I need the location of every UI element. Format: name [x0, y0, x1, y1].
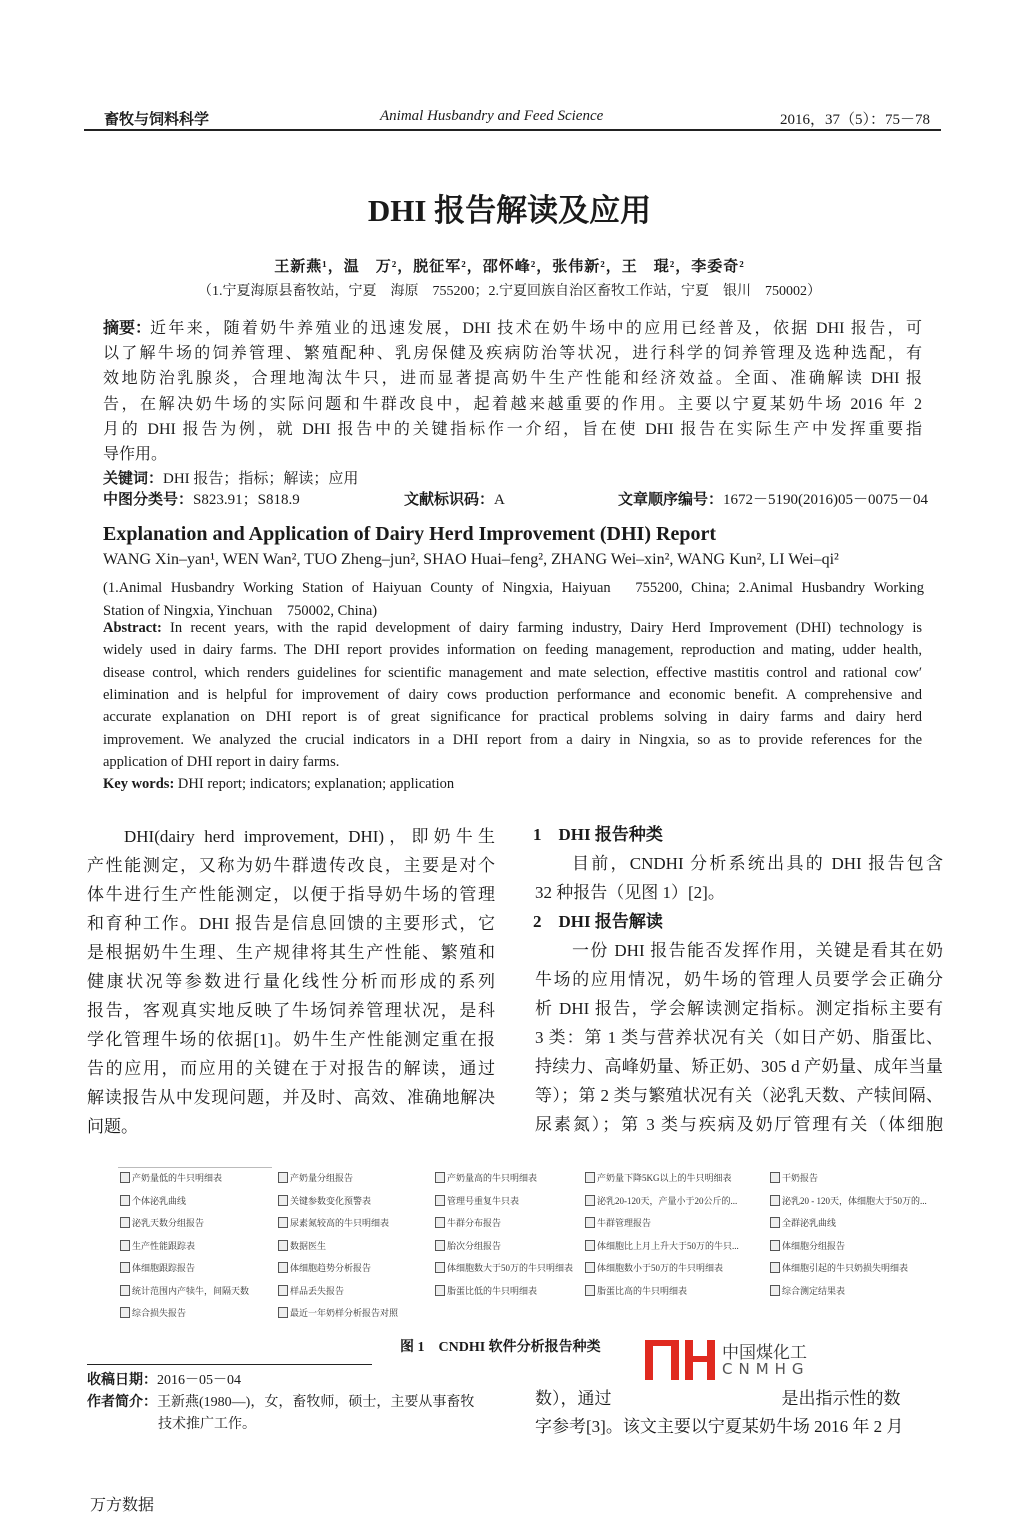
report-type-label: 牛群分布报告 [447, 1218, 502, 1228]
body-right-line: 等）；第 2 类与繁殖状况有关（泌乳天数、产犊间隔、 [535, 1086, 943, 1105]
abstract-cn-line: 近年来，随着奶牛养殖业的迅速发展，DHI 技术在奶牛场中的应用已经普及，依据 DHI 报告，可 [150, 320, 922, 337]
report-file-icon [585, 1172, 595, 1183]
report-file-icon [278, 1285, 288, 1296]
report-type-item[interactable] [278, 1306, 398, 1319]
report-type-label: 个体泌乳曲线 [132, 1195, 187, 1206]
doc-code-value: A [494, 492, 505, 508]
affiliation-cn: （1.宁夏海原县畜牧站，宁夏 海原 755200；2.宁夏回族自治区畜牧工作站，宁夏 银川 750002） [198, 284, 821, 299]
author-bio-line-2: 技术推广工作。 [158, 1417, 256, 1432]
report-file-icon [120, 1307, 130, 1318]
report-file-icon [770, 1217, 780, 1228]
english-affiliation-line: (1.Animal Husbandry Working Station of Haiyuan County of Ningxia, Haiyuan 755200, China; 2.Animal Husbandry Working [103, 580, 924, 596]
report-type-item[interactable] [120, 1216, 204, 1229]
body-left-line: 体牛进行生产性能测定，以便于指导奶牛场的管理 [87, 885, 495, 904]
doc-code-label: 文献标识码： [404, 492, 495, 508]
report-file-icon [770, 1262, 780, 1273]
report-type-label: 样品丢失报告 [290, 1285, 345, 1296]
page-title: DHI 报告解读及应用 [367, 193, 652, 228]
report-file-icon [435, 1172, 445, 1183]
report-type-label: 体细胞数小于50万的牛只明细表 [597, 1263, 724, 1273]
report-type-label: 管理号重复牛只表 [447, 1195, 520, 1206]
clc-label: 中图分类号： [103, 492, 194, 508]
report-type-item[interactable] [120, 1284, 249, 1297]
article-number-value: 1672－5190(2016)05－0075－04 [723, 492, 929, 508]
english-abstract-line: accurate explanation on DHI report is of great significance for practical problems solving in dairy farms and dairy herd [103, 709, 922, 726]
report-type-label: 脂蛋比低的牛只明细表 [447, 1285, 538, 1296]
report-type-label: 全群泌乳曲线 [782, 1218, 837, 1228]
english-abstract-line: In recent years, with the rapid development of dairy farming industry, Dairy Herd Improvement (DHI) technology is [170, 620, 922, 636]
report-type-label: 泌乳20 - 120天，体细胞大于50万的... [782, 1195, 927, 1206]
report-type-item[interactable] [585, 1284, 687, 1297]
report-type-item[interactable] [585, 1216, 651, 1229]
keywords-cn [103, 467, 358, 488]
journal-name-cn: 畜牧与饲料科学 [104, 112, 210, 128]
report-type-label: 数据医生 [290, 1240, 327, 1251]
report-file-icon [120, 1217, 130, 1228]
abstract-label: 摘要： [103, 320, 152, 337]
report-type-item[interactable] [770, 1284, 845, 1297]
footnote-rule [87, 1364, 372, 1365]
report-type-label: 产奶量分组报告 [290, 1173, 354, 1183]
doc-code [404, 488, 505, 509]
report-type-label: 统计范围内产犊牛，间隔天数 [132, 1285, 250, 1296]
author-bio [87, 1391, 474, 1411]
body-left-line: 和育种工作。DHI 报告是信息回馈的主要形式，它 [87, 914, 495, 933]
body-left-line: 健康状况等参数进行量化线性分析而形成的系列 [87, 972, 495, 991]
report-type-label: 产奶量高的牛只明细表 [447, 1173, 538, 1183]
watermark-logo [645, 1340, 715, 1380]
report-type-item[interactable] [770, 1194, 927, 1207]
report-type-item[interactable] [770, 1239, 845, 1252]
report-type-label: 泌乳天数分组报告 [132, 1218, 205, 1228]
report-type-label: 体细胞引起的牛只奶损失明细表 [782, 1263, 909, 1273]
report-file-icon [585, 1285, 595, 1296]
received-date [87, 1369, 241, 1389]
received-label: 收稿日期： [87, 1373, 157, 1388]
report-type-item[interactable] [120, 1261, 195, 1274]
report-type-label: 牛群管理报告 [597, 1218, 652, 1228]
article-number [618, 488, 928, 509]
report-type-label: 产奶量低的牛只明细表 [132, 1173, 223, 1183]
report-type-label: 综合测定结果表 [782, 1285, 846, 1296]
watermark-text-en: CNMHG [722, 1360, 810, 1378]
section-heading-1: 1 DHI 报告种类 [533, 825, 663, 844]
author-bio-label: 作者简介： [87, 1395, 157, 1410]
body-left-line: DHI(dairy herd improvement, DHI)，即奶牛生 [124, 827, 495, 846]
article-number-label: 文章顺序编号： [618, 492, 724, 508]
issue-info: 2016，37（5）：75－78 [780, 112, 931, 128]
header-rule [84, 129, 941, 131]
report-file-icon [120, 1172, 130, 1183]
english-keywords-value: DHI report; indicators; explanation; application [177, 776, 455, 792]
english-affiliation-line: Station of Ningxia, Yinchuan 750002, China) [103, 602, 378, 619]
report-file-icon [770, 1195, 780, 1206]
body-right-line: 一份 DHI 报告能否发挥作用，关键是看其在奶 [572, 941, 943, 960]
report-type-label: 综合损失报告 [132, 1308, 187, 1318]
body-left-line: 是根据奶牛生理、生产规律将其生产性能、繁殖和 [87, 943, 495, 962]
report-type-item[interactable] [435, 1284, 537, 1297]
report-type-item[interactable] [435, 1194, 519, 1207]
report-file-icon [120, 1195, 130, 1206]
report-type-label: 生产性能跟踪表 [132, 1240, 196, 1251]
report-type-label: 体细胞跟踪报告 [132, 1263, 196, 1273]
report-type-label: 体细胞数大于50万的牛只明细表 [447, 1263, 574, 1273]
report-type-item[interactable] [278, 1239, 326, 1252]
body-right-line: 3 类：第 1 类与营养状况有关（如日产奶、脂蛋比、 [535, 1028, 943, 1047]
report-file-icon [278, 1262, 288, 1273]
report-file-icon [278, 1307, 288, 1318]
report-type-item[interactable] [120, 1171, 222, 1184]
report-file-icon [585, 1195, 595, 1206]
report-file-icon [770, 1240, 780, 1251]
report-type-item[interactable] [435, 1216, 501, 1229]
body-right-line: 持续力、高峰奶量、矫正奶、305 d 产奶量、成年当量 [535, 1057, 943, 1076]
body-right-line: 尿素氮）；第 3 类与疾病及奶厅管理有关（体细胞 [535, 1115, 943, 1134]
report-type-item[interactable] [585, 1194, 737, 1207]
report-type-item[interactable] [585, 1171, 732, 1184]
report-type-label: 体细胞比上月上升大于50万的牛只... [597, 1240, 739, 1251]
report-type-label: 泌乳20-120天，产量小于20公斤的... [597, 1195, 738, 1206]
report-file-icon [585, 1240, 595, 1251]
report-type-label: 胎次分组报告 [447, 1240, 502, 1251]
report-file-icon [770, 1285, 780, 1296]
clc-value: S823.91；S818.9 [193, 492, 300, 508]
english-abstract-label: Abstract: [103, 620, 162, 636]
report-file-icon [770, 1172, 780, 1183]
report-file-icon [278, 1217, 288, 1228]
watermark-text-cn: 中国煤化工 [722, 1343, 807, 1363]
report-type-item[interactable] [278, 1171, 353, 1184]
report-file-icon [435, 1262, 445, 1273]
english-abstract-line: elimination and is helpful for improvement of dairy cows production performance and economic benefit. A comprehensive and [103, 686, 922, 703]
report-type-item[interactable] [435, 1239, 501, 1252]
body-left-line: 报告，客观真实地反映了牛场饲养管理状况，是科 [87, 1001, 495, 1020]
report-file-icon [435, 1285, 445, 1296]
author-bio-line-1: 王新燕(1980—)，女，畜牧师，硕士，主要从事畜牧 [157, 1395, 475, 1410]
section-heading-2: 2 DHI 报告解读 [533, 912, 663, 931]
english-abstract-line: widely used in dairy farms. The DHI report provides information on feeding management, reproduction and mating, udder health, [103, 642, 922, 659]
source-watermark: 万方数据 [90, 1495, 155, 1514]
report-file-icon [435, 1195, 445, 1206]
abstract-cn-line: 效地防治乳腺炎，合理地淘汰牛只，进而显著提高奶牛生产性能和经济效益。全面、准确解读 DHI 报 [103, 370, 922, 388]
body-left-line: 学化管理牛场的依据[1]。奶牛生产性能测定重在报 [87, 1030, 495, 1049]
abstract-cn-line: 以了解牛场的饲养管理、繁殖配种、乳房保健及疾病防治等状况，进行科学的饲养管理及选种选配，有 [103, 345, 922, 363]
report-type-label: 干奶报告 [782, 1173, 819, 1183]
report-file-icon [278, 1172, 288, 1183]
body-right-line: 目前，CNDHI 分析系统出具的 DHI 报告包含 [572, 854, 943, 873]
report-type-label: 尿素氮较高的牛只明细表 [290, 1218, 390, 1228]
abstract-cn-line: 导作用。 [103, 446, 168, 463]
report-type-item[interactable] [585, 1261, 723, 1274]
report-type-item[interactable] [120, 1306, 186, 1319]
report-file-icon [278, 1240, 288, 1251]
body-left-line: 解读报告从中发现问题，并及时、高效、准确地解决 [87, 1088, 495, 1107]
keywords-label: 关键词： [103, 471, 164, 487]
keywords-value: DHI 报告；指标；解读；应用 [163, 471, 359, 487]
body-right-line: 析 DHI 报告，学会解读测定指标。测定指标主要有 [535, 999, 943, 1018]
report-type-item[interactable] [278, 1194, 371, 1207]
clc-number [103, 488, 300, 509]
report-type-item[interactable] [770, 1261, 908, 1274]
journal-name-en: Animal Husbandry and Feed Science [380, 108, 604, 124]
authors-cn: 王新燕¹，温 万²，脱征军²，邵怀峰²，张伟新²，王 琨²，李委奇² [274, 259, 745, 275]
report-file-icon [435, 1240, 445, 1251]
report-file-icon [435, 1217, 445, 1228]
body-right-bottom-line-2: 字参考[3]。该文主要以宁夏某奶牛场 2016 年 2 月 [535, 1417, 904, 1436]
report-file-icon [585, 1262, 595, 1273]
body-left-line: 问题。 [87, 1117, 138, 1136]
body-right-line: 32 种报告（见图 1）[2]。 [535, 883, 725, 902]
report-type-item[interactable] [278, 1216, 389, 1229]
report-file-icon [120, 1285, 130, 1296]
figure-caption: 图 1 CNDHI 软件分析报告种类 [400, 1340, 601, 1355]
report-type-item[interactable] [435, 1261, 573, 1274]
report-type-label: 脂蛋比高的牛只明细表 [597, 1285, 688, 1296]
english-abstract-line: disease control, which renders guidelines for scientific management and mate selection, effective mastitis control and rational cow′ [103, 664, 922, 681]
english-keywords-label: Key words: [103, 776, 175, 792]
english-abstract-line: improvement. We analyzed the crucial indicators in a DHI report from a dairy in Ningxia, so as to provide references for the [103, 731, 922, 748]
report-file-icon [120, 1262, 130, 1273]
report-type-item[interactable] [585, 1239, 739, 1252]
report-type-item[interactable] [120, 1194, 186, 1207]
received-value: 2016－05－04 [157, 1373, 241, 1388]
english-abstract-line: application of DHI report in dairy farms. [103, 753, 340, 770]
report-file-icon [120, 1240, 130, 1251]
english-title: Explanation and Application of Dairy Herd Improvement (DHI) Report [103, 523, 716, 545]
english-keywords [103, 776, 454, 793]
abstract-cn-line: 告，在解决奶牛场的实际问题和牛群改良中，起着越来越重要的作用。主要以宁夏某奶牛场 2016 年 2 [103, 395, 922, 413]
body-right-line: 牛场的应用情况，奶牛场的管理人员要学会正确分 [535, 970, 943, 989]
body-left-line: 告的应用，而应用的关键在于对报告的解读，通过 [87, 1059, 495, 1078]
report-type-item[interactable] [770, 1171, 818, 1184]
report-type-item[interactable] [120, 1239, 195, 1252]
report-type-label: 体细胞趋势分析报告 [290, 1263, 372, 1273]
report-file-icon [278, 1195, 288, 1206]
report-type-item[interactable] [770, 1216, 836, 1229]
report-file-icon [585, 1217, 595, 1228]
english-authors: WANG Xin–yan¹, WEN Wan², TUO Zheng–jun², SHAO Huai–feng², ZHANG Wei–xin², WANG Kun², LI Wei–qi² [103, 551, 839, 568]
report-type-label: 产奶量下降5KG以上的牛只明细表 [597, 1173, 732, 1183]
body-right-bottom-line-1: 数），通过 是出指示性的数 [535, 1389, 901, 1408]
report-type-item[interactable] [435, 1171, 537, 1184]
report-type-label: 体细胞分组报告 [782, 1240, 846, 1251]
body-left-line: 产性能测定，又称为奶牛群遗传改良，主要是对个 [87, 856, 495, 875]
report-type-label: 最近一年奶样分析报告对照 [290, 1308, 399, 1318]
report-type-item[interactable] [278, 1284, 344, 1297]
selection-outline [118, 1167, 272, 1168]
report-type-item[interactable] [278, 1261, 371, 1274]
report-type-label: 关键参数变化预警表 [290, 1195, 372, 1206]
abstract-cn-line: 月的 DHI 报告为例，就 DHI 报告中的关键指标作一介绍，旨在使 DHI 报告在实际生产中发挥重要指 [103, 420, 922, 438]
